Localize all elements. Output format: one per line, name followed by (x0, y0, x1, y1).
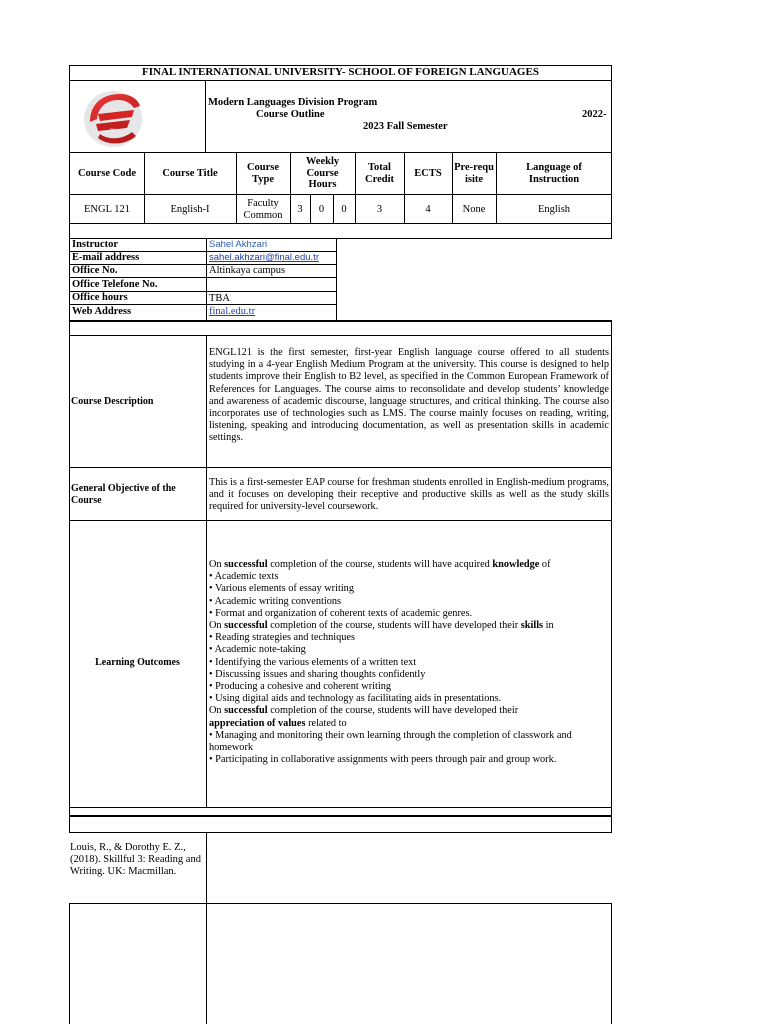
instructor-label: Instructor (72, 239, 119, 250)
textbook-reference: Louis, R., & Dorothy E. Z., (2018). Skillful 3: Reading and Writing. UK: Macmillan. (70, 842, 201, 877)
objective-label: General Objective of the Course (71, 483, 176, 506)
spacer-row (69, 816, 612, 833)
info-row-line (69, 306, 612, 321)
hours-lab: 0 (341, 203, 347, 215)
header-course-type: Course Type (246, 161, 280, 185)
course-code: ENGL 121 (84, 203, 130, 215)
instructor-name: Sahel Akhzari (209, 239, 268, 250)
outline-title: Course Outline (256, 109, 325, 120)
list-item: • Discussing issues and sharing thoughts confidently (209, 668, 426, 680)
ects-value: 4 (425, 203, 431, 215)
bottom-row (69, 903, 612, 1024)
list-item: • Reading strategies and techniques (209, 632, 356, 644)
total-credit: 3 (376, 203, 383, 215)
university-title: FINAL INTERNATIONAL UNIVERSITY- SCHOOL OF FOREIGN LANGUAGES (142, 66, 539, 78)
header-course-title: Course Title (162, 167, 218, 179)
course-type: Faculty Common (243, 197, 283, 221)
hours-lecture: 3 (297, 203, 303, 215)
web-link[interactable]: final.edu.tr (209, 306, 256, 317)
university-logo (80, 84, 146, 150)
header-language: Language of Instruction (526, 161, 582, 185)
list-item: • Various elements of essay writing (209, 583, 354, 595)
list-item: • Academic writing conventions (209, 595, 341, 607)
values-intro-cont: appreciation of values related to (209, 717, 347, 729)
office-value: Altinkaya campus (209, 265, 286, 276)
description-text: ENGL121 is the first semester, first-year English language course offered to all students studying in a 4-year English Medium Program at the university. This course is designed to help students improve their English to B2 level, as specified in the Common European Framework of References for Languages. The course aims to reconsolidate and develop students’ knowledge and awareness of academic discourse, language structures, and critical thinking. The course also incorporates use of technologies such as LMS. The course mainly focuses on reading, writing, listening, speaking and introducing documentation, as well as presentation skills in academic settings. (209, 347, 609, 444)
body-frame (69, 224, 612, 238)
list-item: • Academic texts (209, 571, 279, 583)
list-item: • Using digital aids and technology as facilitating aids in presentations. (209, 693, 502, 705)
outcomes-label: Learning Outcomes (95, 657, 180, 668)
header-total-credit: Total Credit (365, 161, 394, 185)
hours-value: TBA (209, 293, 230, 304)
list-item: • Producing a cohesive and coherent writing (209, 681, 392, 693)
header-weekly-hours: Weekly Course Hours (305, 156, 340, 191)
list-item: • Identifying the various elements of a written text (209, 656, 417, 668)
knowledge-intro: On successful completion of the course, students will have acquired knowledge of (209, 559, 551, 570)
list-item: • Managing and monitoring their own learning through the completion of classwork and homework (209, 729, 572, 754)
language-value: English (537, 203, 571, 215)
web-label: Web Address (72, 306, 132, 317)
office-label: Office No. (72, 265, 118, 276)
course-title: English-I (170, 203, 210, 215)
program-title: Modern Languages Division Program (208, 97, 378, 108)
svg-text:FIU: FIU (109, 127, 117, 132)
header-ects: ECTS (414, 167, 442, 179)
description-label: Course Description (71, 396, 154, 407)
list-item: • Academic note-taking (209, 644, 306, 656)
spacer-row (69, 321, 612, 336)
hours-tutorial: 0 (318, 203, 325, 215)
year-part1: 2022- (582, 109, 607, 120)
outcomes-text (207, 559, 611, 766)
skills-intro: On successful completion of the course, students will have developed their skills in (209, 620, 554, 632)
list-item: • Format and organization of coherent texts of academic genres. (209, 607, 473, 619)
semester-title: 2023 Fall Semester (363, 121, 448, 132)
objective-text: This is a first-semester EAP course for freshman students enrolled in English-medium programs, and it focuses on developing their receptive and productive skills as well as the study skills required for university-level coursework. (209, 477, 609, 513)
hours-label: Office hours (72, 292, 128, 303)
bottom-col-divider (206, 903, 207, 1024)
phone-label: Office Telefone No. (72, 279, 158, 290)
list-item: • Participating in collaborative assignments with peers through pair and group work. (209, 754, 557, 766)
values-intro: On successful completion of the course, students will have developed their (209, 705, 519, 717)
email-link[interactable]: sahel.akhzari@final.edu.tr (209, 252, 319, 263)
email-label: E-mail address (72, 252, 140, 263)
spacer-row (69, 808, 612, 816)
header-prerequisite: Pre-requisite (454, 161, 494, 185)
header-course-code: Course Code (77, 167, 137, 179)
prerequisite-value: None (462, 203, 486, 215)
